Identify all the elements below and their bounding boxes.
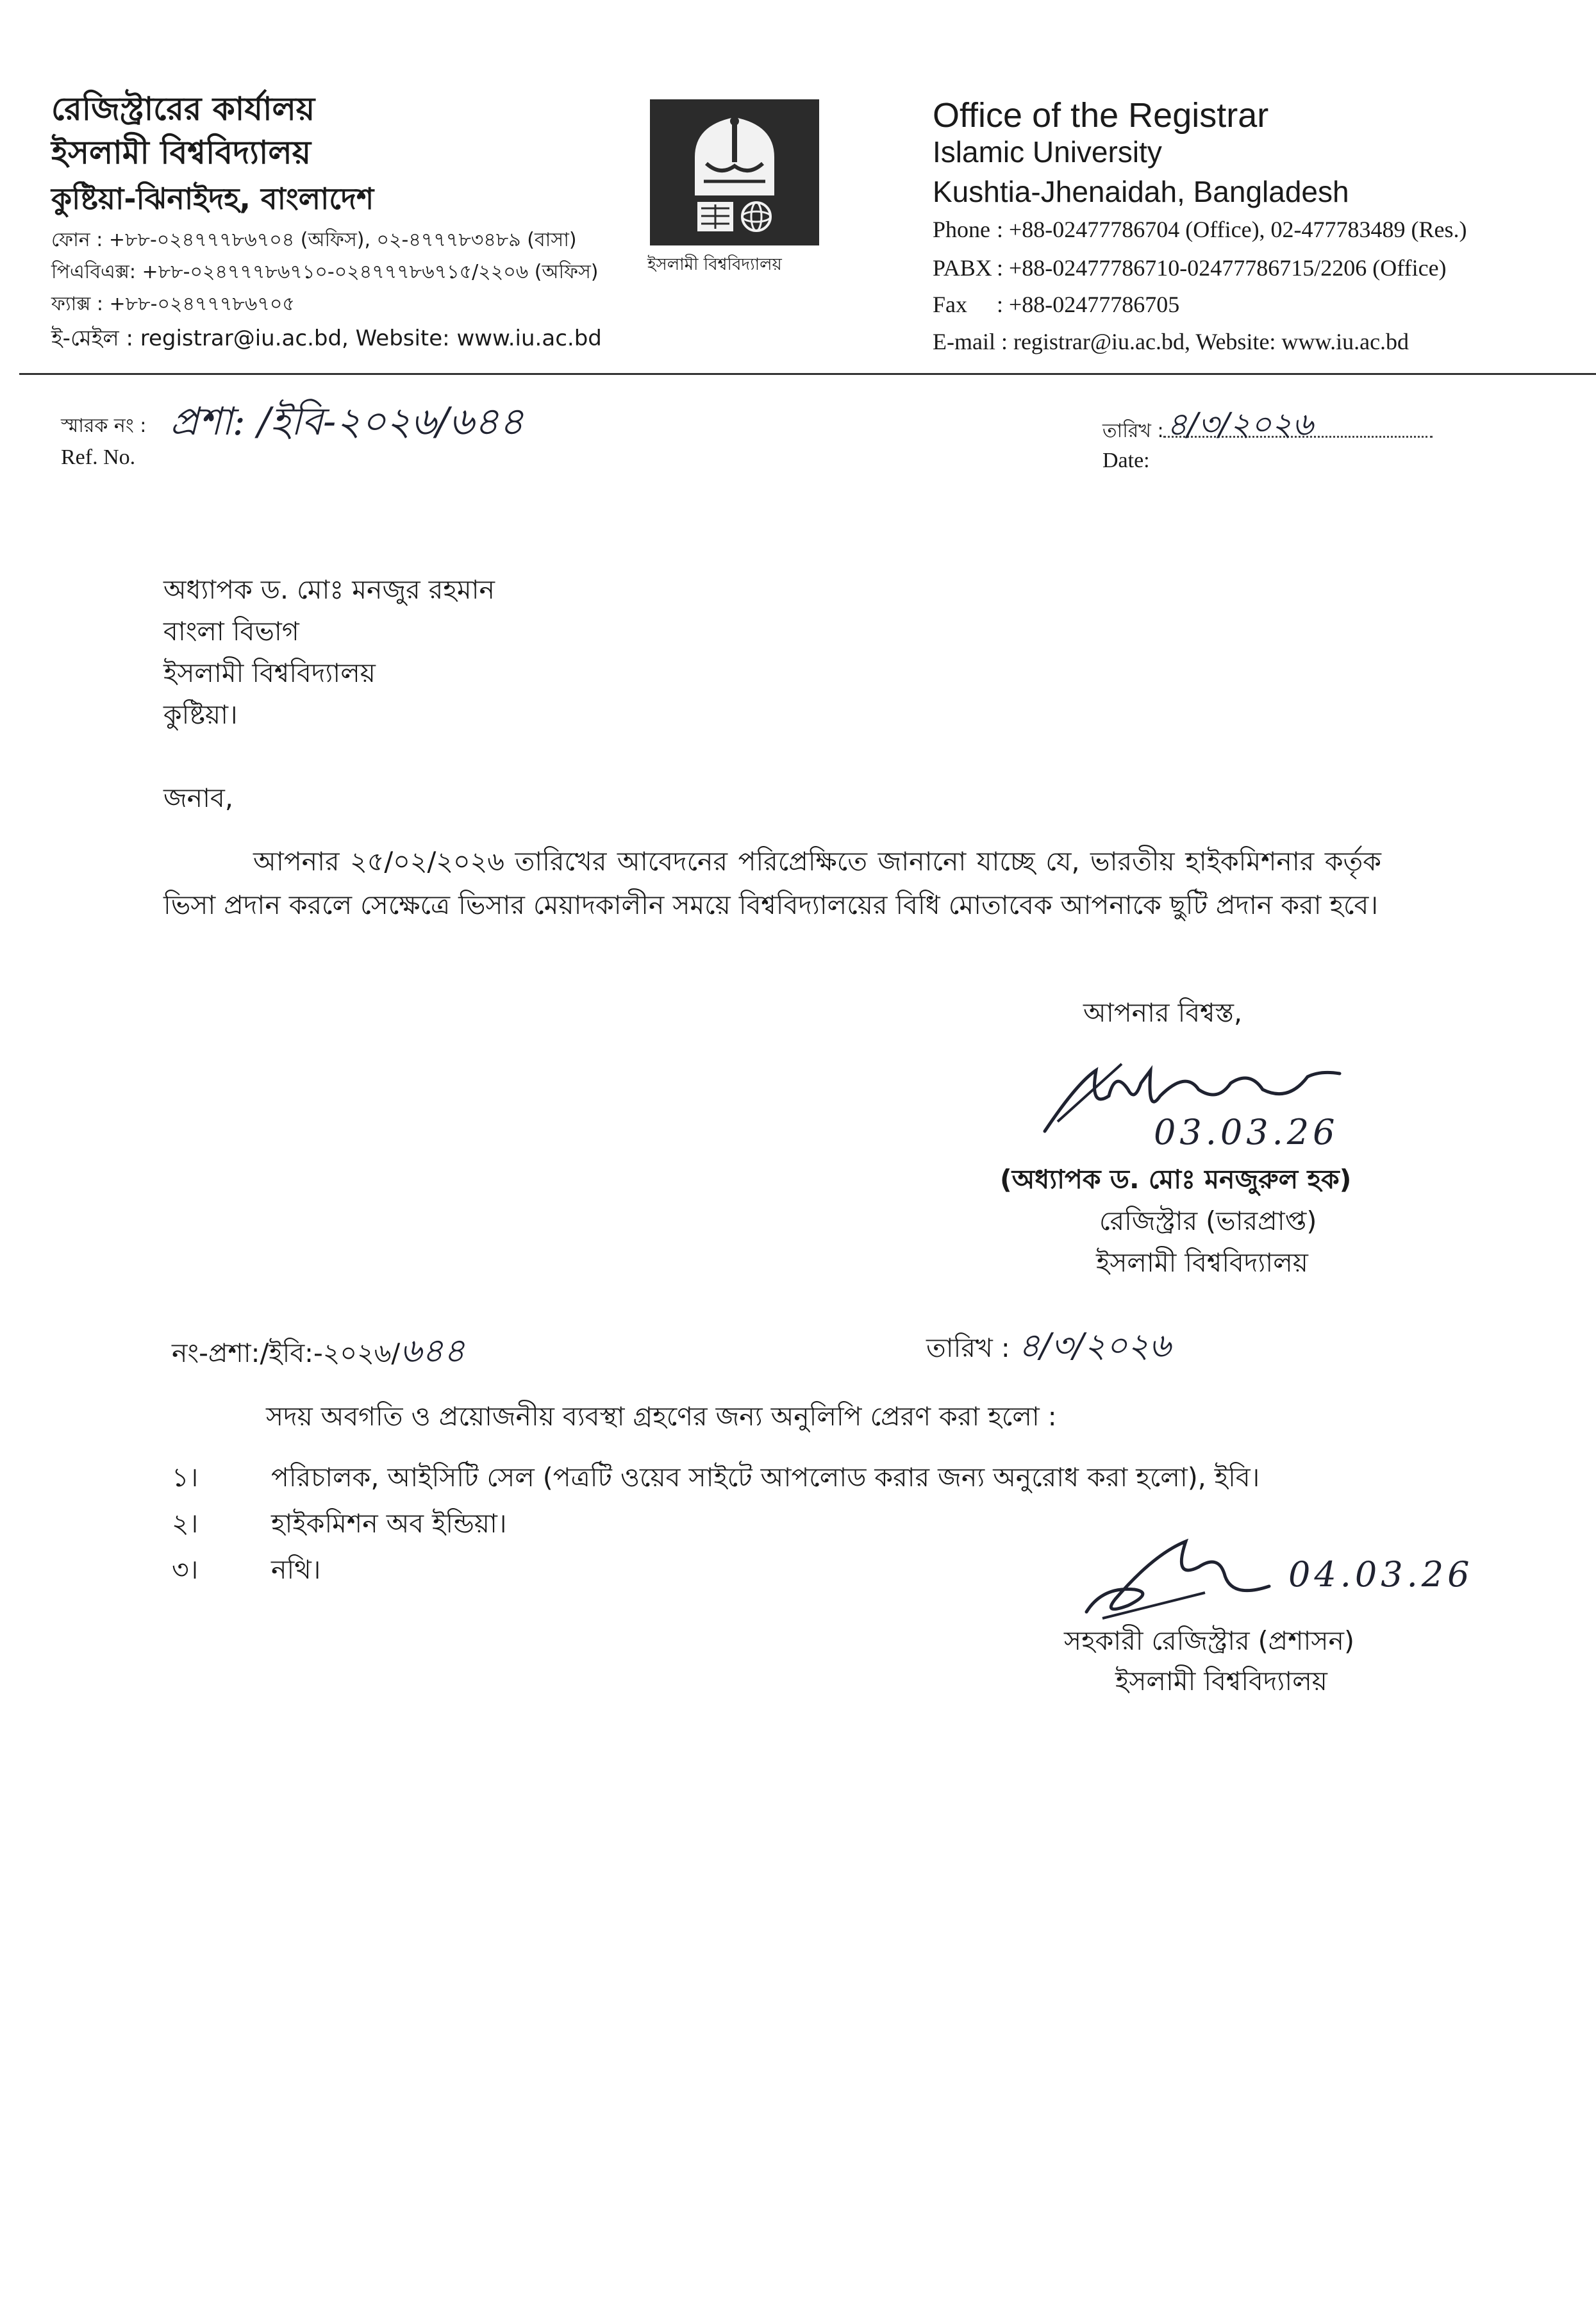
ref-number-handwritten: প্রশা: /ইবি-২০২৬/৬৪৪ xyxy=(170,399,524,444)
closing: আপনার বিশ্বস্ত, xyxy=(1083,997,1243,1028)
copy-item-text: হাইকমিশন অব ইন্ডিয়া। xyxy=(271,1508,507,1539)
registrar-title: রেজিস্ট্রার (ভারপ্রাপ্ত) xyxy=(1099,1206,1317,1236)
copy-item-text: পরিচালক, আইসিটি সেল (পত্রটি ওয়েব সাইটে আপলোড করার জন্য অনুরোধ করা হলো), ইবি। xyxy=(271,1462,1260,1493)
en-location: Kushtia-Jhenaidah, Bangladesh xyxy=(933,175,1349,208)
copy-date-handwritten: ৪/৩/২০২৬ xyxy=(1018,1327,1171,1365)
letter-body: আপনার ২৫/০২/২০২৬ তারিখের আবেদনের পরিপ্রেক্ষিতে জানানো যাচ্ছে যে, ভারতীয় হাইকমিশনার কর্তৃক ভিসা প্রদান করলে সেক্ষেত্রে ভিসার মেয়াদকালীন সময়ে বিশ্ববিদ্যালয়ের বিধি মোতাবেক আপনাকে ছুটি প্রদান করা হবে। xyxy=(163,846,1381,920)
recipient-org: ইসলামী বিশ্ববিদ্যালয় xyxy=(163,658,376,688)
header-divider xyxy=(19,373,1596,375)
en-phone: : +88-02477786704 (Office), 02-477783489 (Res.) xyxy=(997,217,1467,242)
university-logo xyxy=(650,99,819,245)
en-office-title: Office of the Registrar xyxy=(933,96,1269,135)
copy-item-2 xyxy=(172,1507,507,1539)
salutation: জনাব, xyxy=(163,783,233,813)
copy-date xyxy=(926,1327,1171,1365)
registrar-signature-date: 03.03.26 xyxy=(1154,1112,1339,1152)
bn-location: কুষ্টিয়া-ঝিনাইদহ, বাংলাদেশ xyxy=(51,181,374,216)
copy-intro: সদয় অবগতি ও প্রয়োজনীয় ব্যবস্থা গ্রহণের জন্য অনুলিপি প্রেরণ করা হলো : xyxy=(266,1401,1057,1432)
en-university-name: Islamic University xyxy=(933,135,1162,169)
copy-item-number: ২। xyxy=(172,1508,199,1539)
en-pabx-label: PABX xyxy=(933,255,992,281)
ref-label-bn: স্মারক নং : xyxy=(61,415,147,437)
copy-item-3 xyxy=(172,1554,320,1586)
bn-office-title: রেজিস্ট্রারের কার্যালয় xyxy=(51,90,315,128)
ref-label-en: Ref. No. xyxy=(61,445,136,469)
bn-pabx: পিএবিএক্স: +৮৮-০২৪৭৭৭৮৬৭১০-০২৪৭৭৭৮৬৭১৫/২২০৬ (অফিস) xyxy=(51,261,599,283)
date-label-bn: তারিখ : xyxy=(1102,420,1164,442)
copy-ref-label: নং-প্রশা:/ইবি:-২০২৬/ xyxy=(172,1338,401,1368)
recipient-dept: বাংলা বিভাগ xyxy=(163,616,299,647)
en-fax: : +88-02477786705 xyxy=(997,292,1180,317)
assistant-registrar-signature-date: 04.03.26 xyxy=(1288,1554,1474,1595)
assistant-registrar-title: সহকারী রেজিস্ট্রার (প্রশাসন) xyxy=(1064,1625,1354,1656)
assistant-registrar-org: ইসলামী বিশ্ববিদ্যালয় xyxy=(1115,1666,1327,1697)
en-phone-row xyxy=(933,212,1467,247)
assistant-registrar-signature xyxy=(1077,1529,1288,1627)
en-email: E-mail : registrar@iu.ac.bd, Website: www.iu.ac.bd xyxy=(933,329,1409,354)
registrar-name: (অধ্যাপক ড. মোঃ মনজুরুল হক) xyxy=(1000,1164,1352,1195)
copy-item-number: ১। xyxy=(172,1462,199,1493)
en-phone-label: Phone xyxy=(933,217,990,242)
copy-date-label: তারিখ : xyxy=(926,1332,1010,1363)
date-label-en: Date: xyxy=(1102,449,1150,472)
copy-item-text: নথি। xyxy=(271,1554,321,1585)
registrar-org: ইসলামী বিশ্ববিদ্যালয় xyxy=(1096,1247,1308,1278)
en-fax-label: Fax xyxy=(933,292,967,317)
copy-item-number: ৩। xyxy=(172,1554,199,1585)
en-pabx-row xyxy=(933,250,1447,286)
bn-phone: ফোন : +৮৮-০২৪৭৭৭৮৬৭০৪ (অফিস), ০২-৪৭৭৭৮৩৪৮৯ (বাসা) xyxy=(51,229,577,251)
copy-ref-handwritten: ৬৪৪ xyxy=(400,1332,465,1370)
recipient-name: অধ্যাপক ড. মোঃ মনজুর রহমান xyxy=(163,574,495,605)
recipient-city: কুষ্টিয়া। xyxy=(163,699,238,730)
copy-item-1 xyxy=(172,1461,1259,1493)
date-handwritten: ৪/৩/২০২৬ xyxy=(1167,406,1313,443)
bn-university-name: ইসলামী বিশ্ববিদ্যালয় xyxy=(51,134,312,171)
copy-ref xyxy=(172,1332,465,1370)
en-pabx: : +88-02477786710-02477786715/2206 (Office) xyxy=(997,255,1447,281)
bn-fax: ফ্যাক্স : +৮৮-০২৪৭৭৭৮৬৭০৫ xyxy=(51,293,295,315)
logo-caption: ইসলামী বিশ্ববিদ্যালয় xyxy=(647,255,782,274)
bn-email: ই-মেইল : registrar@iu.ac.bd, Website: www.iu.ac.bd xyxy=(51,326,602,351)
en-fax-row xyxy=(933,286,1179,322)
